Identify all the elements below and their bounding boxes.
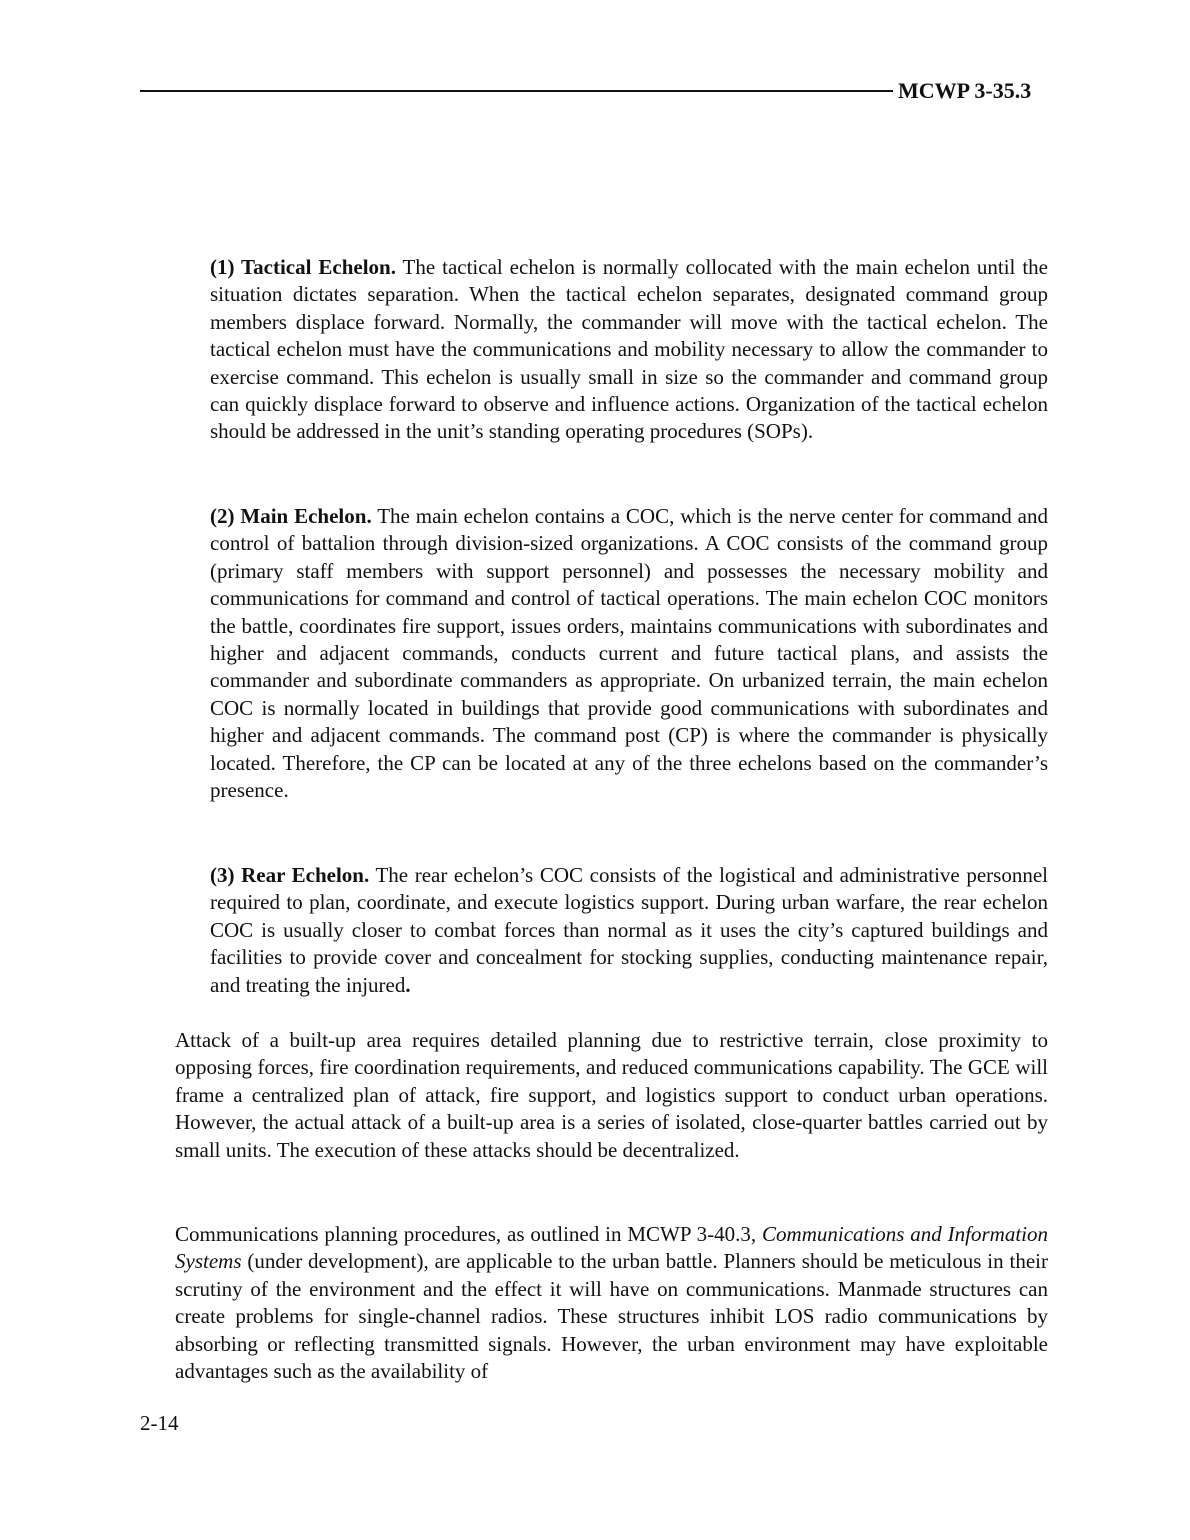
header-rule — [140, 90, 893, 92]
heading-rear-echelon: (3) Rear Echelon. — [210, 863, 370, 887]
heading-tactical-echelon: (1) Tactical Echelon. — [210, 255, 396, 279]
body-rear-echelon-end: . — [405, 972, 411, 997]
paragraph-rear-echelon — [210, 862, 1048, 999]
paragraph-tactical-echelon — [210, 254, 1048, 446]
page-number: 2-14 — [140, 1411, 179, 1435]
document-id: MCWP 3-35.3 — [898, 78, 1032, 103]
paragraph-main-echelon — [210, 503, 1048, 804]
body-rear-echelon: The rear echelon’s COC consists of the logistical and administrative personnel required to plan, coordinate, and execute logistics support. During urban warfare, the rear echelon COC is usually closer to combat forces than normal as it uses the city’s captured buildings and facilities to provide cover and concealment for stocking supplies, conducting maintenance repair, and treating the injured — [210, 863, 1048, 997]
body-attack: Attack of a built-up area requires detailed planning due to restrictive terrain, close proximity to opposing forces, fire coordination requirements, and reduced communications capability. The GCE will frame a centralized plan of attack, fire support, and logistics support to conduct urban operations. However, the actual attack of a built-up area is a series of isolated, close-quarter battles carried out by small units. The execution of these attacks should be decentralized. — [175, 1028, 1048, 1162]
body-main-echelon: The main echelon contains a COC, which is the nerve center for command and control of battalion through division-sized organizations. A COC consists of the command group (primary staff members with support personnel) and possesses the necessary mobility and communications for command and control of tactical operations. The main echelon COC monitors the battle, coordinates fire support, issues orders, maintains communications with subordinates and higher and adjacent commands, conducts current and future tactical plans, and assists the commander and subordinate commanders as appropriate. On urbanized terrain, the main echelon COC is normally located in buildings that provide good communications with subordinates and higher and adjacent commands. The command post (CP) is where the commander is physically located. Therefore, the CP can be located at any of the three echelons based on the commander’s presence. — [210, 504, 1048, 803]
heading-main-echelon: (2) Main Echelon. — [210, 504, 372, 528]
body-communications-pre: Communications planning procedures, as outlined in MCWP 3-40.3, — [175, 1222, 763, 1246]
paragraph-attack — [175, 1027, 1048, 1164]
publication-title: Communications and Information Systems — [175, 1222, 1049, 1274]
body-tactical-echelon: The tactical echelon is normally collocated with the main echelon until the situation dictates separation. When the tactical echelon separates, designated command group members displace forward. Normally, the commander will move with the tactical echelon. The tactical echelon must have the communications and mobility necessary to allow the commander to exercise command. This echelon is usually small in size so the commander and command group can quickly displace forward to observe and influence actions. Organization of the tactical echelon should be addressed in the unit’s standing operating procedures (SOPs). — [210, 255, 1048, 444]
body-communications-post: (under development), are applicable to the urban battle. Planners should be meticulous in their scrutiny of the environment and the effect it will have on communications. Manmade structures can create problems for single-channel radios. These structures inhibit LOS radio communications by absorbing or reflecting transmitted signals. However, the urban environment may have exploitable advantages such as the availability of — [175, 1249, 1048, 1384]
paragraph-communications — [175, 1221, 1048, 1385]
